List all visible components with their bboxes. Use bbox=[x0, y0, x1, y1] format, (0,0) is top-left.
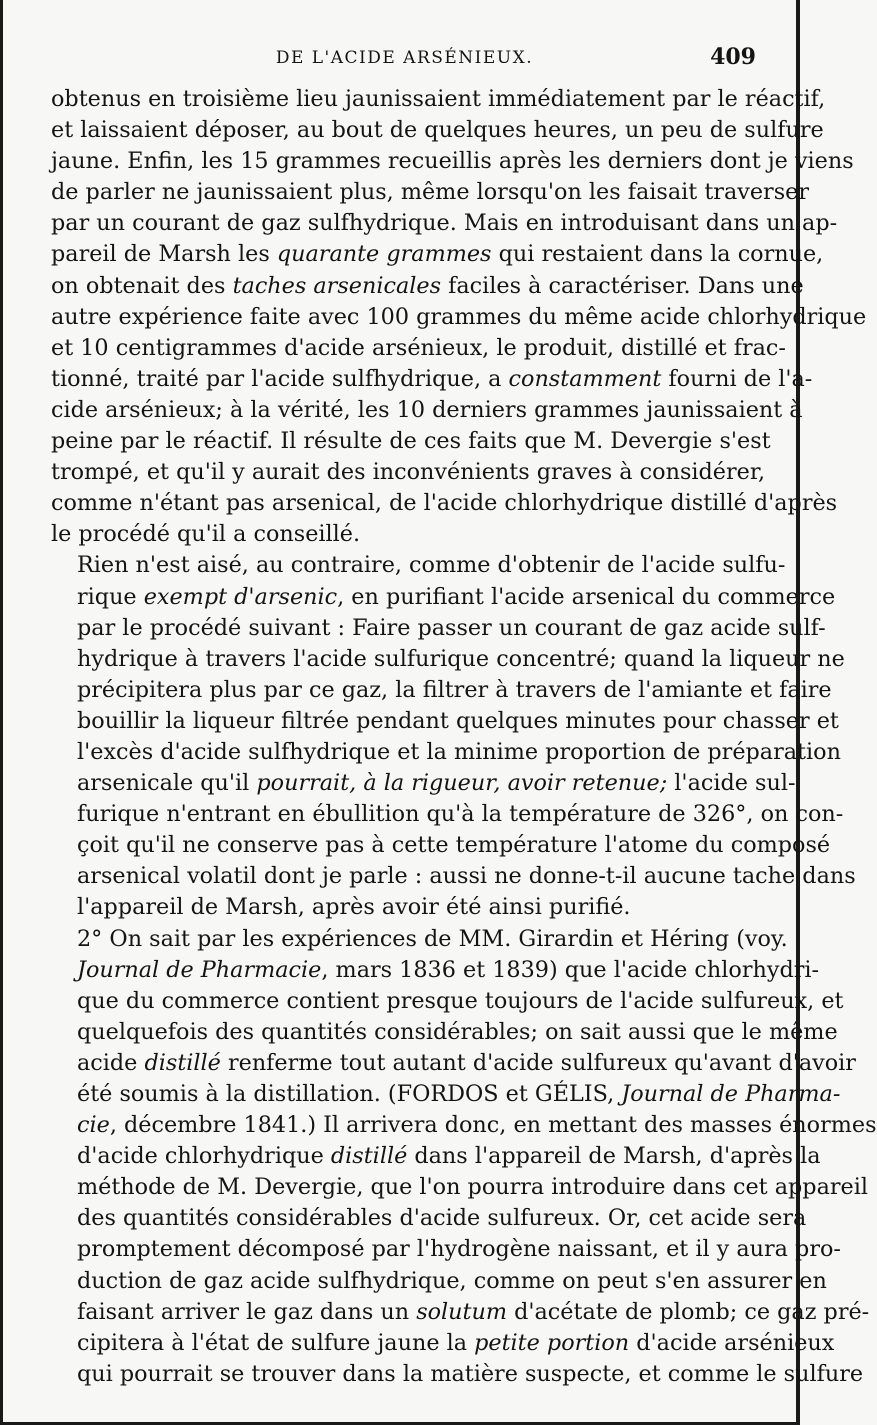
text-line: on obtenait des taches arsenicales faciles à caractériser. Dans une bbox=[51, 272, 804, 299]
page-number: 409 bbox=[710, 44, 756, 70]
text-line: par le procédé suivant : Faire passer un courant de gaz acide sulf- bbox=[77, 614, 826, 641]
text-line: tionné, traité par l'acide sulfhydrique, a constamment fourni de l'a- bbox=[51, 365, 813, 392]
text-line: l'appareil de Marsh, après avoir été ainsi purifié. bbox=[77, 894, 631, 921]
italic-phrase: distillé bbox=[144, 1049, 221, 1076]
text-line: et 10 centigrammes d'acide arsénieux, le produit, distillé et frac- bbox=[51, 334, 786, 361]
text-line: quelquefois des quantités considérables; on sait aussi que le même bbox=[77, 1018, 838, 1045]
text-line: promptement décomposé par l'hydrogène naissant, et il y aura pro- bbox=[77, 1236, 841, 1263]
text-line: l'excès d'acide sulfhydrique et la minime proportion de préparation bbox=[77, 738, 841, 765]
text-line: hydrique à travers l'acide sulfurique concentré; quand la liqueur ne bbox=[77, 645, 845, 672]
page-header bbox=[51, 44, 758, 74]
text-line: précipitera plus par ce gaz, la filtrer à travers de l'amiante et faire bbox=[77, 676, 832, 703]
text-line: cide arsénieux; à la vérité, les 10 derniers grammes jaunissaient à bbox=[51, 396, 803, 423]
text-line: pareil de Marsh les quarante grammes qui restaient dans la cornue, bbox=[51, 241, 824, 268]
italic-phrase: exempt d'arsenic bbox=[143, 583, 338, 610]
text-line: été soumis à la distillation. (FORDOS et GÉLIS, Journal de Pharma- bbox=[77, 1081, 841, 1107]
text-line: peine par le réactif. Il résulte de ces faits que M. Devergie s'est bbox=[51, 428, 771, 455]
text-line: trompé, et qu'il y aurait des inconvénients graves à considérer, bbox=[51, 459, 766, 486]
italic-phrase: pourrait, à la rigueur, avoir retenue; bbox=[256, 770, 668, 797]
paragraph bbox=[51, 84, 867, 550]
text-line: arsenical volatil dont je parle : aussi ne donne-t-il aucune tache dans bbox=[77, 863, 856, 890]
text-line: cipitera à l'état de sulfure jaune la petite portion d'acide arsénieux bbox=[77, 1329, 835, 1356]
text-line: duction de gaz acide sulfhydrique, comme on peut s'en assurer en bbox=[77, 1267, 827, 1294]
text-line: cie, décembre 1841.) Il arrivera donc, en mettant des masses énormes bbox=[77, 1112, 877, 1139]
text-line: çoit qu'il ne conserve pas à cette température l'atome du composé bbox=[77, 832, 831, 859]
italic-phrase: Journal de Pharmacie bbox=[77, 956, 322, 983]
italic-phrase: constamment bbox=[508, 365, 662, 392]
text-line: d'acide chlorhydrique distillé dans l'appareil de Marsh, d'après la bbox=[77, 1143, 821, 1170]
italic-phrase: petite portion bbox=[474, 1329, 630, 1356]
text-line: arsenicale qu'il pourrait, à la rigueur, avoir retenue; l'acide sul- bbox=[77, 770, 796, 797]
text-line: obtenus en troisième lieu jaunissaient immédiatement par le réactif, bbox=[51, 86, 826, 112]
italic-phrase: Journal de Pharma- bbox=[621, 1081, 841, 1107]
text-line: furique n'entrant en ébullition qu'à la température de 326°, on con- bbox=[77, 801, 844, 828]
text-line: faisant arriver le gaz dans un solutum d'acétate de plomb; ce gaz pré- bbox=[77, 1298, 870, 1325]
text-line: acide distillé renferme tout autant d'acide sulfureux qu'avant d'avoir bbox=[77, 1049, 856, 1076]
italic-phrase: solutum bbox=[416, 1298, 508, 1325]
text-line: bouillir la liqueur filtrée pendant quelques minutes pour chasser et bbox=[77, 707, 839, 734]
text-line: méthode de M. Devergie, que l'on pourra introduire dans cet appareil bbox=[77, 1174, 868, 1201]
text-line: rique exempt d'arsenic, en purifiant l'acide arsenical du commerce bbox=[77, 583, 836, 610]
text-line: que du commerce contient presque toujours de l'acide sulfureux, et bbox=[77, 987, 844, 1014]
text-line: par un courant de gaz sulfhydrique. Mais en introduisant dans un ap- bbox=[51, 210, 838, 237]
text-line: et laissaient déposer, au bout de quelques heures, un peu de sulfure bbox=[51, 117, 824, 144]
text-line: autre expérience faite avec 100 grammes du même acide chlorhydrique bbox=[51, 303, 867, 330]
paragraph bbox=[51, 550, 856, 923]
text-line: Rien n'est aisé, au contraire, comme d'obtenir de l'acide sulfu- bbox=[77, 552, 786, 579]
italic-phrase: taches arsenicales bbox=[232, 272, 442, 299]
text-line: 2° On sait par les expériences de MM. Girardin et Héring (voy. bbox=[77, 925, 788, 952]
running-title: DE L'ACIDE ARSÉNIEUX. bbox=[275, 48, 534, 68]
text-line: de parler ne jaunissaient plus, même lorsqu'on les faisait traverser bbox=[51, 179, 810, 206]
italic-phrase: distillé bbox=[330, 1143, 408, 1170]
italic-phrase: cie bbox=[77, 1112, 110, 1139]
text-line: comme n'étant pas arsenical, de l'acide chlorhydrique distillé d'après bbox=[51, 490, 838, 517]
text-line: qui pourrait se trouver dans la matière suspecte, et comme le sulfure bbox=[77, 1360, 864, 1387]
text-line: des quantités considérables d'acide sulfureux. Or, cet acide sera bbox=[77, 1205, 807, 1232]
text-line: jaune. Enfin, les 15 grammes recueillis après les derniers dont je viens bbox=[51, 148, 854, 175]
text-line: Journal de Pharmacie, mars 1836 et 1839) que l'acide chlorhydri- bbox=[77, 956, 820, 983]
text-line: le procédé qu'il a conseillé. bbox=[51, 521, 361, 548]
italic-phrase: quarante grammes bbox=[276, 241, 492, 268]
paragraph bbox=[51, 924, 877, 1390]
body-text bbox=[51, 84, 877, 1390]
